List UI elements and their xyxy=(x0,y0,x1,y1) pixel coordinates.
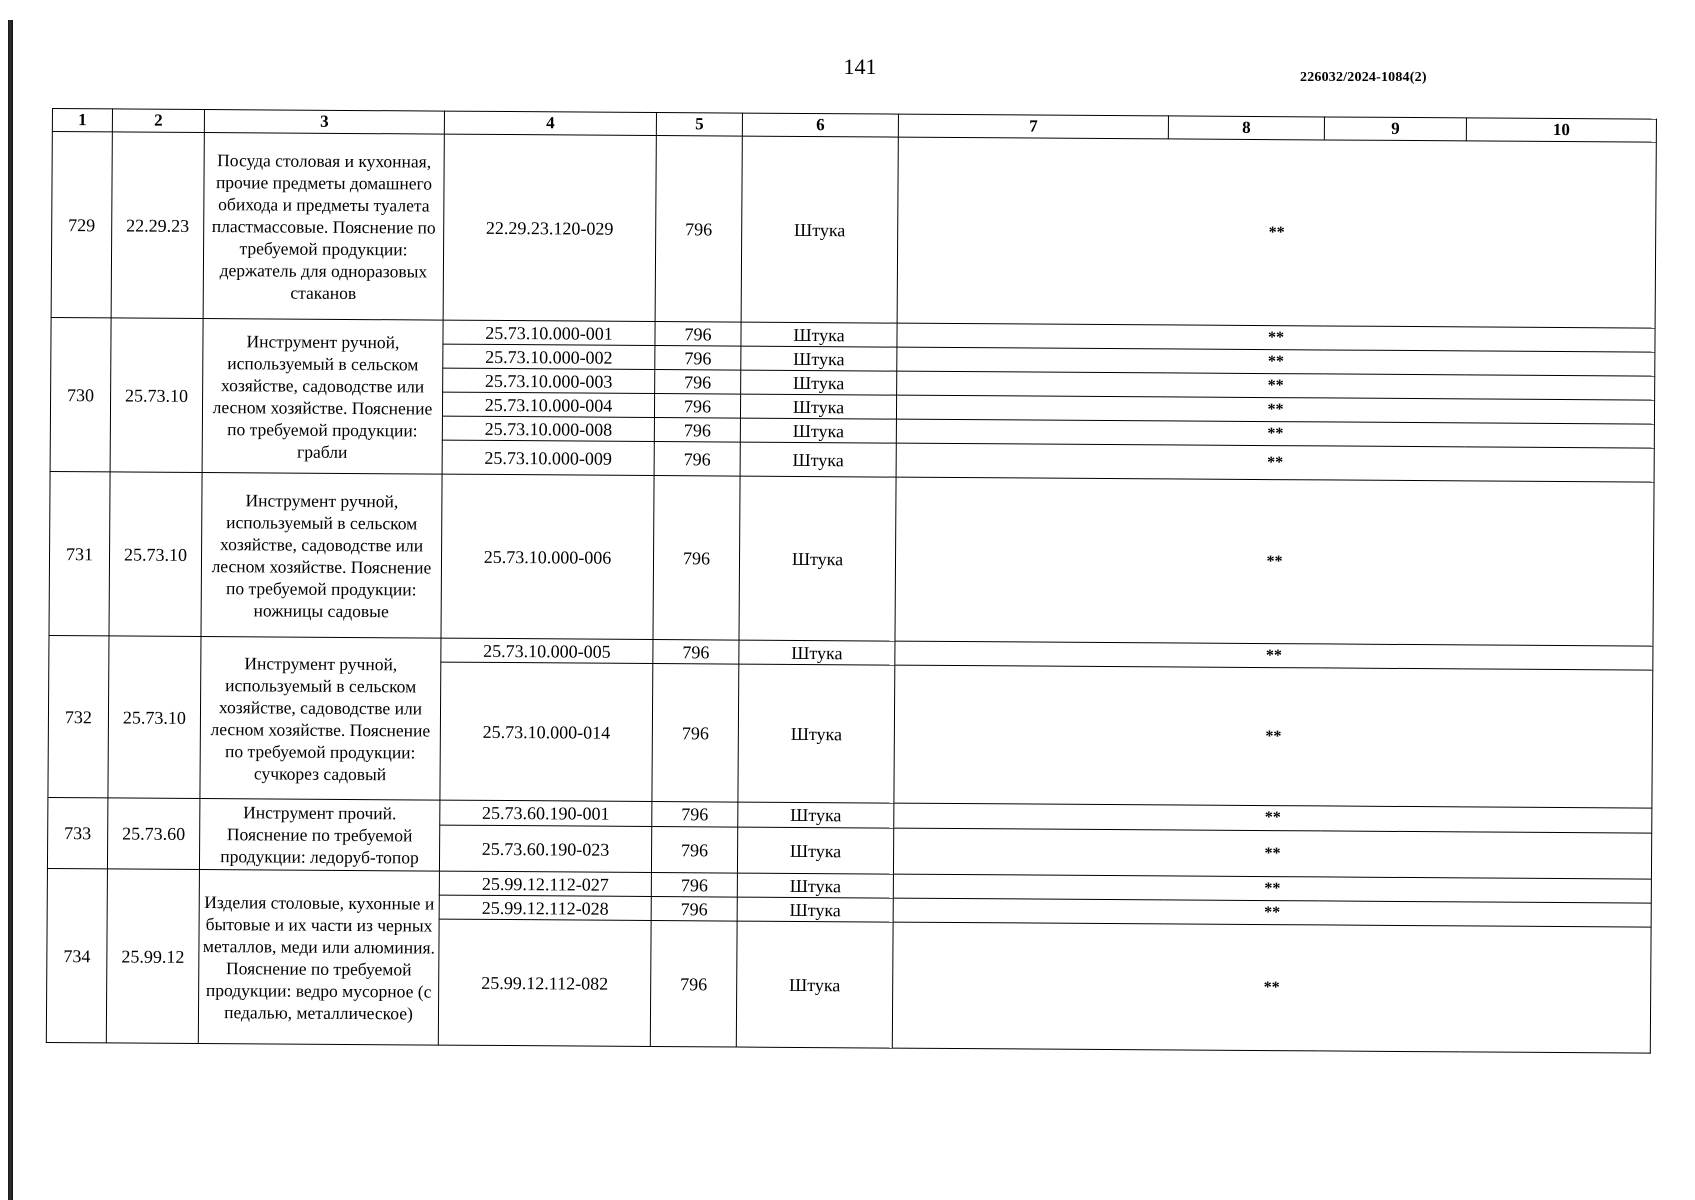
requirements-note: ** xyxy=(895,641,1653,670)
page-number: 141 xyxy=(843,54,877,79)
row-number: 733 xyxy=(47,797,107,868)
ktru-code: 25.73.10.000-004 xyxy=(442,392,654,417)
unit-name: Штука xyxy=(739,640,895,665)
unit-name: Штука xyxy=(739,476,896,641)
products-table xyxy=(46,108,1657,1054)
unit-name: Штука xyxy=(740,418,896,443)
requirements-note: ** xyxy=(897,347,1655,376)
row-number: 732 xyxy=(48,635,109,797)
okei-code: 796 xyxy=(655,370,741,395)
table-row xyxy=(49,471,1654,646)
row-number: 734 xyxy=(46,868,107,1042)
okei-code: 796 xyxy=(654,394,740,419)
okpd-code: 25.73.10 xyxy=(109,472,202,637)
requirements-note: ** xyxy=(894,665,1653,808)
product-description: Инструмент ручной, используемый в сельском хозяйстве, садоводстве или лесном хозяйстве. Пояснение по требуемой продукции: грабли xyxy=(202,319,443,475)
scan-edge xyxy=(8,20,13,1200)
unit-name: Штука xyxy=(741,370,897,395)
column-header: 2 xyxy=(112,109,204,133)
column-header: 3 xyxy=(204,110,444,135)
okei-code: 796 xyxy=(652,801,738,827)
requirements-note: ** xyxy=(896,395,1654,424)
column-header: 8 xyxy=(1168,116,1324,140)
document-id: 226032/2024-1084(2) xyxy=(1300,70,1427,85)
requirements-note: ** xyxy=(896,443,1654,482)
okei-code: 796 xyxy=(653,639,739,664)
unit-name: Штука xyxy=(741,346,897,371)
ktru-code: 25.73.10.000-006 xyxy=(441,474,654,639)
column-header: 6 xyxy=(742,113,898,137)
requirements-note: ** xyxy=(896,419,1654,448)
ktru-code: 25.73.10.000-005 xyxy=(441,638,653,663)
column-header: 7 xyxy=(898,114,1168,139)
product-description: Инструмент ручной, используемый в сельском хозяйстве, садоводстве или лесном хозяйстве. Пояснение по требуемой продукции: сучкорез садовый xyxy=(200,636,441,800)
column-header: 4 xyxy=(444,111,656,135)
requirements-note: ** xyxy=(893,828,1651,879)
ktru-code: 25.73.60.190-001 xyxy=(440,800,652,826)
okei-code: 796 xyxy=(655,346,741,371)
ktru-code: 25.73.10.000-003 xyxy=(443,368,655,393)
ktru-code: 25.99.12.112-027 xyxy=(439,871,651,896)
ktru-code: 25.99.12.112-028 xyxy=(439,895,651,920)
requirements-note: ** xyxy=(897,371,1655,400)
row-number: 731 xyxy=(49,471,110,635)
okpd-code: 25.73.60 xyxy=(107,798,199,870)
ktru-code: 22.29.23.120-029 xyxy=(443,134,656,321)
requirements-note: ** xyxy=(893,874,1651,903)
okei-code: 796 xyxy=(654,418,740,443)
okei-code: 796 xyxy=(651,896,737,921)
okei-code: 796 xyxy=(655,322,741,347)
column-header: 1 xyxy=(52,109,112,132)
ktru-code: 25.73.10.000-001 xyxy=(443,320,655,345)
unit-name: Штука xyxy=(741,322,897,347)
ktru-code: 25.73.60.190-023 xyxy=(439,825,651,872)
product-description: Инструмент ручной, используемый в сельском хозяйстве, садоводстве или лесном хозяйстве. Пояснение по требуемой продукции: ножницы садовые xyxy=(201,473,442,639)
unit-name: Штука xyxy=(737,873,893,898)
ktru-code: 25.73.10.000-009 xyxy=(442,440,654,475)
unit-name: Штука xyxy=(737,897,893,922)
row-number: 729 xyxy=(51,132,112,318)
unit-name: Штука xyxy=(741,136,898,323)
okpd-code: 25.73.10 xyxy=(110,318,203,473)
requirements-note: ** xyxy=(892,922,1651,1053)
okei-code: 796 xyxy=(653,476,740,641)
ktru-code: 25.99.12.112-082 xyxy=(438,919,651,1046)
row-number: 730 xyxy=(50,317,111,471)
unit-name: Штука xyxy=(737,827,893,874)
requirements-note: ** xyxy=(897,323,1655,352)
ktru-code: 25.73.10.000-014 xyxy=(440,662,653,801)
requirements-note: ** xyxy=(894,803,1652,833)
column-header: 9 xyxy=(1324,117,1466,141)
requirements-note: ** xyxy=(897,137,1656,328)
requirements-note: ** xyxy=(893,898,1651,927)
ktru-code: 25.73.10.000-002 xyxy=(443,344,655,369)
unit-name: Штука xyxy=(736,921,893,1048)
okei-code: 796 xyxy=(650,920,737,1047)
unit-name: Штука xyxy=(738,664,895,803)
table-container xyxy=(46,108,1656,1054)
requirements-note: ** xyxy=(895,477,1654,646)
okpd-code: 25.73.10 xyxy=(108,636,201,799)
okpd-code: 25.99.12 xyxy=(106,869,199,1044)
product-description: Изделия столовые, кухонные и бытовые и их части из черных металлов, меди или алюминия. Пояснение по требуемой продукции: ведро мусорное (с педалью, металлическое) xyxy=(198,869,439,1045)
okpd-code: 22.29.23 xyxy=(111,132,204,319)
okei-code: 796 xyxy=(651,872,737,897)
okei-code: 796 xyxy=(652,663,739,802)
product-description: Инструмент прочий. Пояснение по требуемой продукции: ледоруб-топор xyxy=(199,798,439,871)
column-header: 5 xyxy=(656,113,742,137)
okei-code: 796 xyxy=(651,827,737,874)
table-row xyxy=(51,132,1656,329)
okei-code: 796 xyxy=(655,136,742,323)
unit-name: Штука xyxy=(738,802,894,828)
column-header: 10 xyxy=(1466,118,1656,142)
unit-name: Штука xyxy=(740,394,896,419)
ktru-code: 25.73.10.000-008 xyxy=(442,416,654,441)
unit-name: Штука xyxy=(740,442,896,477)
product-description: Посуда столовая и кухонная, прочие предметы домашнего обихода и предметы туалета пластмассовые. Пояснение по требуемой продукции: держатель для одноразовых стаканов xyxy=(203,133,444,321)
okei-code: 796 xyxy=(654,442,740,477)
